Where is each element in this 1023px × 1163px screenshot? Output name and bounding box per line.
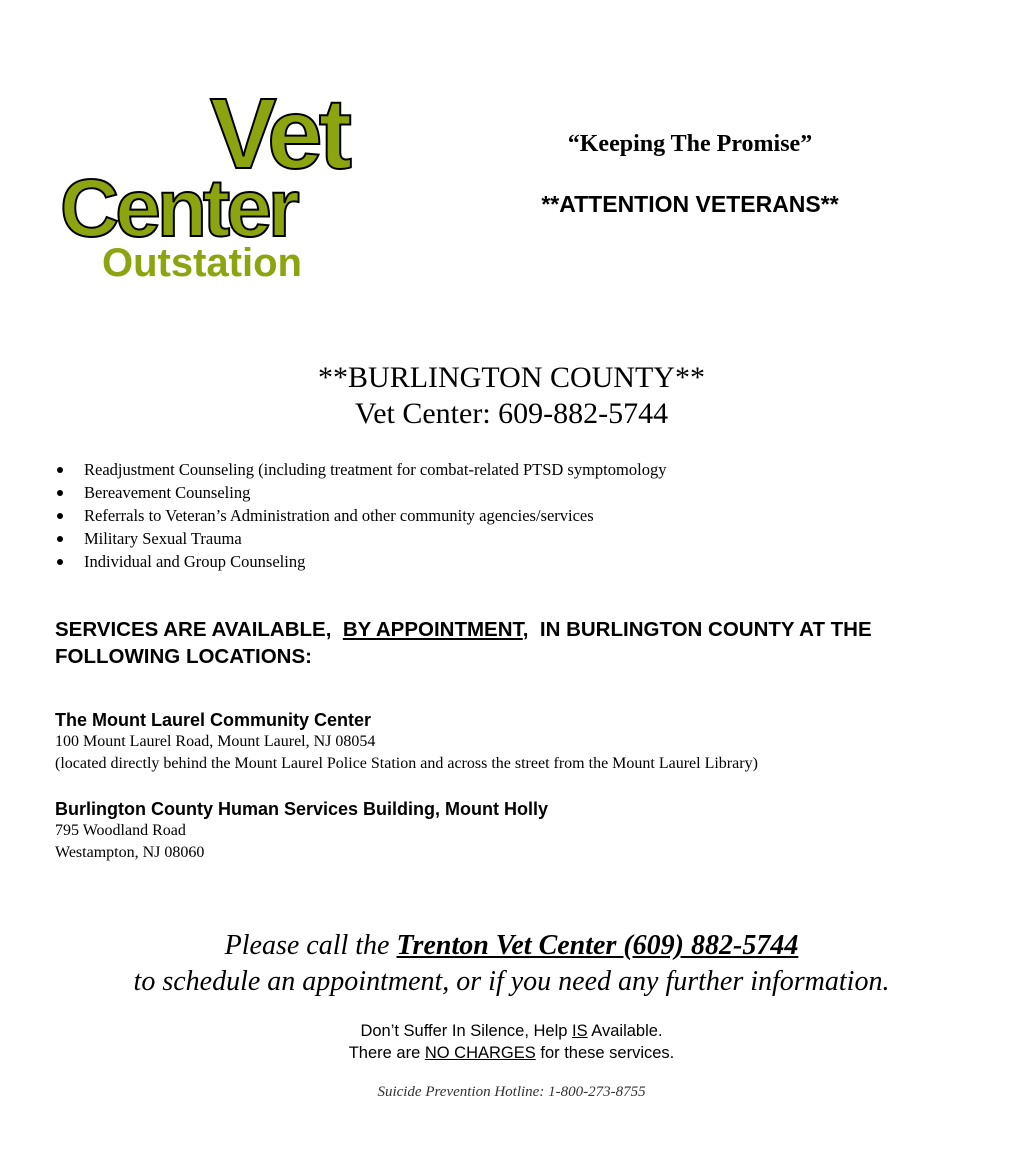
logo-vet-text: Vet: [210, 86, 349, 190]
location-note: (located directly behind the Mount Laurel Police Station and across the street from the Mount Laurel Library): [55, 755, 758, 772]
closing-text: for these services.: [535, 1044, 675, 1062]
closing-emphasis: IS: [572, 1022, 588, 1040]
call-line-2: to schedule an appointment, or if you need any further information.: [133, 966, 890, 997]
closing-message: [0, 1020, 1023, 1064]
county-block: [0, 360, 1023, 432]
closing-text: Available.: [587, 1022, 663, 1040]
logo-center-text: Center: [60, 163, 296, 254]
location-mount-laurel: [55, 710, 995, 775]
location-name: Burlington County Human Services Building, Mount Holly: [55, 799, 549, 819]
location-name: The Mount Laurel Community Center: [55, 710, 372, 730]
closing-emphasis: NO CHARGES: [424, 1044, 536, 1062]
location-address: 100 Mount Laurel Road, Mount Laurel, NJ 08054: [55, 733, 376, 750]
availability-emphasis: BY APPOINTMENT: [342, 618, 523, 641]
call-prefix: Please call the: [224, 930, 397, 961]
trenton-phone-link[interactable]: Trenton Vet Center (609) 882-5744: [396, 930, 799, 961]
list-item: Bereavement Counseling: [55, 481, 975, 504]
services-list: [55, 458, 975, 573]
suicide-hotline: Suicide Prevention Hotline: 1-800-273-8755: [377, 1084, 646, 1100]
availability-part2: , IN BURLINGTON COUNTY AT THE FOLLOWING LOCATIONS:: [55, 618, 878, 668]
list-item: Readjustment Counseling (including treatment for combat-related PTSD symptomology: [55, 458, 975, 481]
availability-part1: SERVICES ARE AVAILABLE,: [55, 618, 343, 641]
list-item: Individual and Group Counseling: [55, 550, 975, 573]
list-item: Referrals to Veteran’s Administration and other community agencies/services: [55, 504, 975, 527]
attention-heading: **ATTENTION VETERANS**: [541, 191, 839, 217]
county-phone: Vet Center: 609-882-5744: [354, 397, 669, 430]
location-city: Westampton, NJ 08060: [55, 844, 205, 861]
closing-line-1: [0, 1020, 1023, 1042]
vet-center-logo: [58, 86, 418, 286]
closing-text: There are: [348, 1044, 425, 1062]
location-address: 795 Woodland Road: [55, 822, 186, 839]
call-line-1: [0, 928, 1023, 964]
closing-text: Don’t Suffer In Silence, Help: [360, 1022, 573, 1040]
logo-outstation-text: Outstation: [102, 241, 302, 285]
location-human-services: [55, 799, 995, 864]
vet-center-logo-graphic: [58, 86, 418, 286]
call-to-action: [0, 928, 1023, 1000]
tagline: “Keeping The Promise”: [567, 131, 813, 157]
availability-notice: [55, 616, 975, 670]
county-title: **BURLINGTON COUNTY**: [318, 361, 705, 394]
list-item: Military Sexual Trauma: [55, 527, 975, 550]
closing-line-2: [0, 1042, 1023, 1064]
